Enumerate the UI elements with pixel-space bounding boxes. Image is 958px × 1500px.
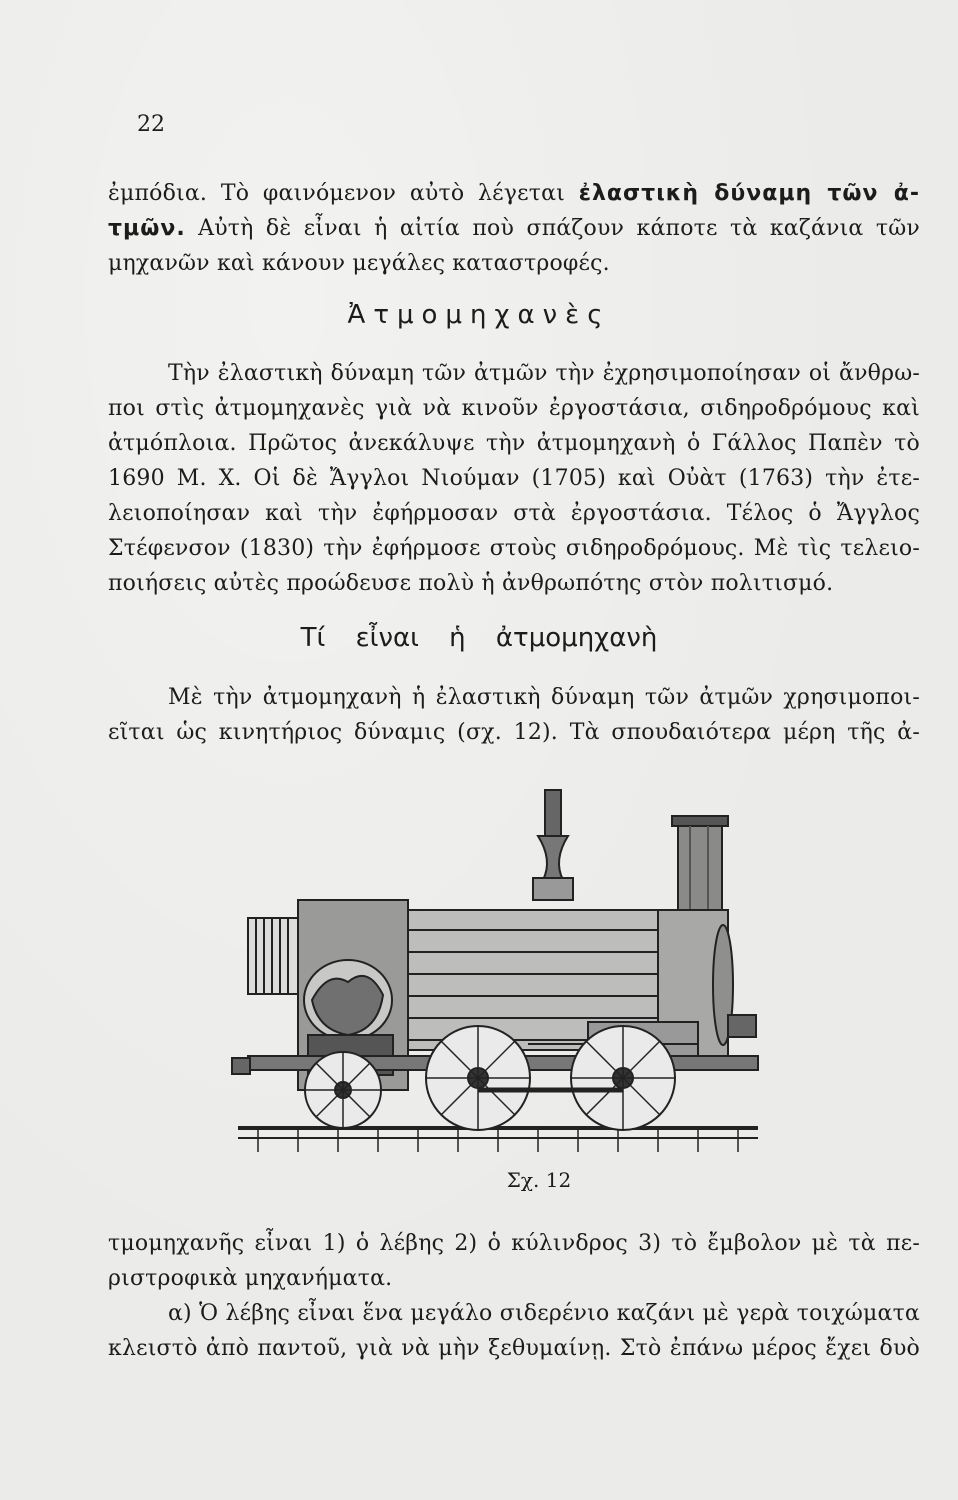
intro-line-2-emphasis: τμῶν. <box>108 216 186 241</box>
intro-line-2 <box>108 211 920 246</box>
section1-line: ποι στὶς ἀτμομηχανὲς γιὰ νὰ κινοῦν ἐργοστάσια, σιδηροδρόμους καὶ <box>108 396 920 421</box>
section3-paragraph <box>108 1226 920 1366</box>
page-number: 22 <box>137 112 165 137</box>
section1-line: Στέφενσον (1830) τὴν ἐφήρμοσε στοὺς σιδηροδρόμους. Μὲ τὶς τελειο- <box>108 536 920 561</box>
figure-caption: Σχ. 12 <box>506 1168 572 1192</box>
intro-line-3: μηχανῶν καὶ κάνουν μεγάλες καταστροφές. <box>108 251 610 276</box>
intro-line-1-emphasis: ἐλαστικὴ δύναμη τῶν ἀ- <box>578 181 920 206</box>
intro-line-2-text: Αὐτὴ δὲ εἶναι ἡ αἰτία ποὺ σπάζουν κάποτε τὰ καζάνια τῶν <box>198 216 920 241</box>
section1-line: ποιήσεις αὐτὲς προώδευσε πολὺ ἡ ἀνθρωπότης στὸν πολιτισμό. <box>108 571 834 596</box>
section2-line: εῖται ὡς κινητήριος δύναμις (σχ. 12). Τὰ σπουδαιότερα μέρη τῆς ἀ- <box>108 720 920 745</box>
section2-paragraph <box>108 680 920 750</box>
section2-line: Μὲ τὴν ἀτμομηχανὴ ἡ ἐλαστικὴ δύναμη τῶν ἀτμῶν χρησιμοποι- <box>168 685 920 710</box>
section1-line: 1690 Μ. Χ. Οἱ δὲ Ἄγγλοι Νιούμαν (1705) καὶ Οὐὰτ (1763) τὴν ἐτε- <box>108 466 920 491</box>
section1-line: λειοποίησαν καὶ τὴν ἐφήρμοσαν στὰ ἐργοστάσια. Τέλος ὁ Ἄγγλος <box>108 501 920 526</box>
section1-line: ἀτμόπλοια. Πρῶτος ἀνεκάλυψε τὴν ἀτμομηχανὴ ὁ Γάλλος Παπὲν τὸ <box>108 431 920 456</box>
section3-line: ριστροφικὰ μηχανήματα. <box>108 1266 393 1291</box>
section1-line: Τὴν ἐλαστικὴ δύναμη τῶν ἀτμῶν τὴν ἐχρησιμοποίησαν οἱ ἄνθρω- <box>168 361 920 386</box>
section3-line: α) Ὁ λέβης εἶναι ἕνα μεγάλο σιδερένιο καζάνι μὲ γερὰ τοιχώματα <box>168 1301 920 1326</box>
intro-line-1 <box>108 176 920 211</box>
section3-line: κλειστὸ ἀπὸ παντοῦ, γιὰ νὰ μὴν ξεθυμαίνῃ. Στὸ ἐπάνω μέρος ἔχει δυὸ <box>108 1336 920 1361</box>
steam-locomotive-illustration <box>228 760 768 1170</box>
intro-paragraph <box>108 176 920 281</box>
intro-line-1-text: ἐμπόδια. Τὸ φαινόμενον αὐτὸ λέγεται <box>108 181 565 206</box>
section-heading-what-is-steam-engine: Τί εἶναι ἡ ἀτμομηχανὴ <box>300 623 658 653</box>
section-heading-steam-engines: Ἀτμομηχανὲς <box>347 300 611 330</box>
section1-paragraph <box>108 356 920 601</box>
section3-line: τμομηχανῆς εἶναι 1) ὁ λέβης 2) ὁ κύλινδρος 3) τὸ ἔμβολον μὲ τὰ πε- <box>108 1231 920 1256</box>
